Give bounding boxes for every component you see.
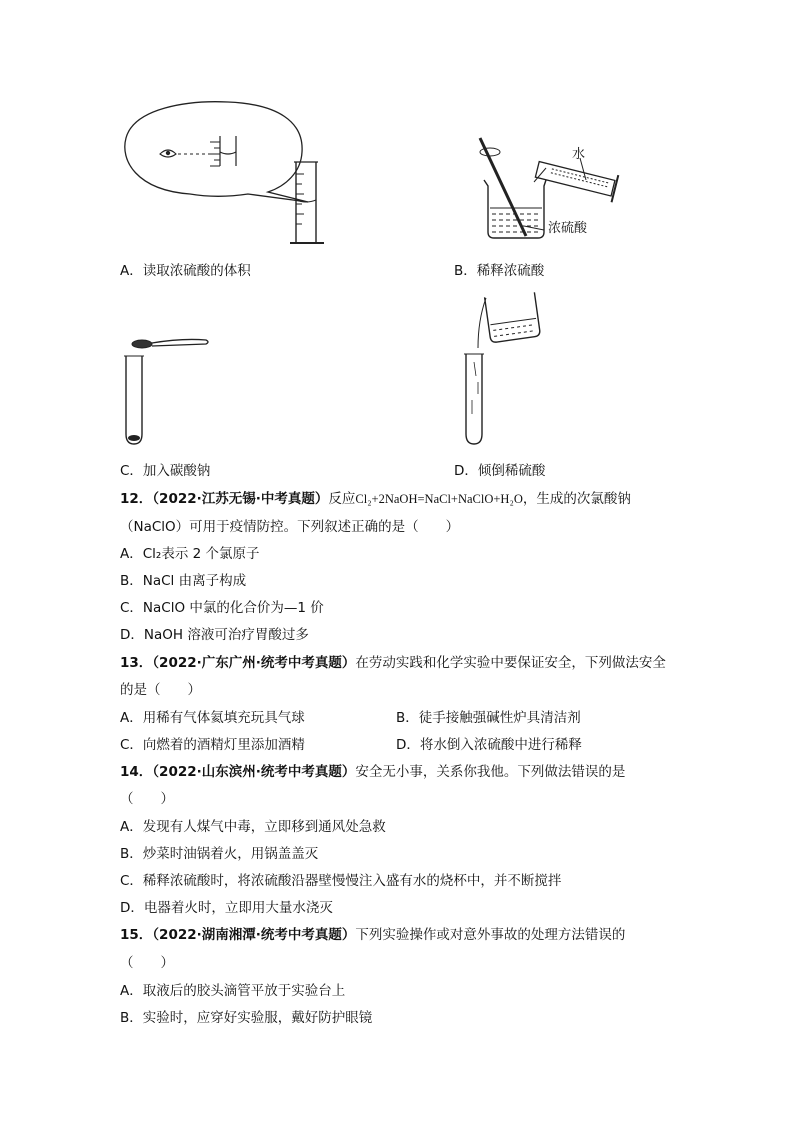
q13-stem-line2: 的是（ ） [120,682,201,698]
q15-stem-text: 下列实验操作或对意外事故的处理方法错误的 [355,927,626,943]
option-13d: D．将水倒入浓硫酸中进行稀释 [396,737,582,753]
option-15b: B．实验时，应穿好实验服，戴好防护眼镜 [120,1010,373,1026]
option-12b: B．NaCl 由离子构成 [120,573,247,589]
q15-stem-line2: （ ） [120,955,174,971]
option-15a: A．取液后的胶头滴管平放于实验台上 [120,983,346,999]
option-12d: D．NaOH 溶液可治疗胃酸过多 [120,627,309,643]
option-11c: C．加入碳酸钠 [120,463,211,479]
q15-stem [120,925,625,945]
option-12a: A．Cl₂表示 2 个氯原子 [120,546,260,562]
option-14d: D．电器着火时，立即用大量水浇灭 [120,900,333,916]
q12-source: （2022·江苏无锡·中考真题） [152,491,329,507]
q13-source: （2022·广东广州·统考中考真题） [152,655,356,671]
q12-stem-line2: （NaClO）可用于疫情防控。下列叙述正确的是（ ） [120,519,460,535]
option-11d: D．倾倒稀硫酸 [454,463,546,479]
q14-stem [120,762,625,782]
option-11b: B．稀释浓硫酸 [454,263,545,279]
label-water: 水 [572,147,586,162]
q15-source: （2022·湖南湘潭·统考中考真题） [152,927,356,943]
label-concentrated-acid: 浓硫酸 [548,221,588,236]
figure-a-reading-volume [118,100,348,250]
q12-stem [120,489,631,509]
q15-number: 15． [120,927,153,943]
option-13c: C．向燃着的酒精灯里添加酒精 [120,737,305,753]
q13-stem [120,653,666,673]
option-13a: A．用稀有气体氦填充玩具气球 [120,710,305,726]
option-14b: B．炒菜时油锅着火，用锅盖盖灭 [120,846,319,862]
option-11a: A．读取浓硫酸的体积 [120,263,251,279]
q12-stem-pre: 反应 [328,491,356,507]
option-14a: A．发现有人煤气中毒，立即移到通风处急救 [120,819,386,835]
option-13b: B．徒手接触强碱性炉具清洁剂 [396,710,581,726]
q14-stem-line2: （ ） [120,791,174,807]
q14-number: 14． [120,764,153,780]
option-12c: C．NaClO 中氯的化合价为—1 价 [120,600,324,616]
eye-icon [160,150,176,157]
option-14c: C．稀释浓硫酸时，将浓硫酸沿器壁慢慢注入盛有水的烧杯中，并不断搅拌 [120,873,562,889]
q12-stem-post: ，生成的次氯酸钠 [522,491,631,507]
q12-number: 12． [120,491,153,507]
q13-stem-text: 在劳动实践和化学实验中要保证安全，下列做法安全 [355,655,666,671]
q12-equation: Cl₂+2NaOH=NaCl+NaClO+H₂O [355,492,523,506]
figure-d-pouring-acid [460,290,550,450]
q14-source: （2022·山东滨州·统考中考真题） [152,764,356,780]
q14-stem-text: 安全无小事，关系你我他。下列做法错误的是 [355,764,626,780]
q13-number: 13． [120,655,153,671]
figure-c-adding-powder [122,330,217,450]
